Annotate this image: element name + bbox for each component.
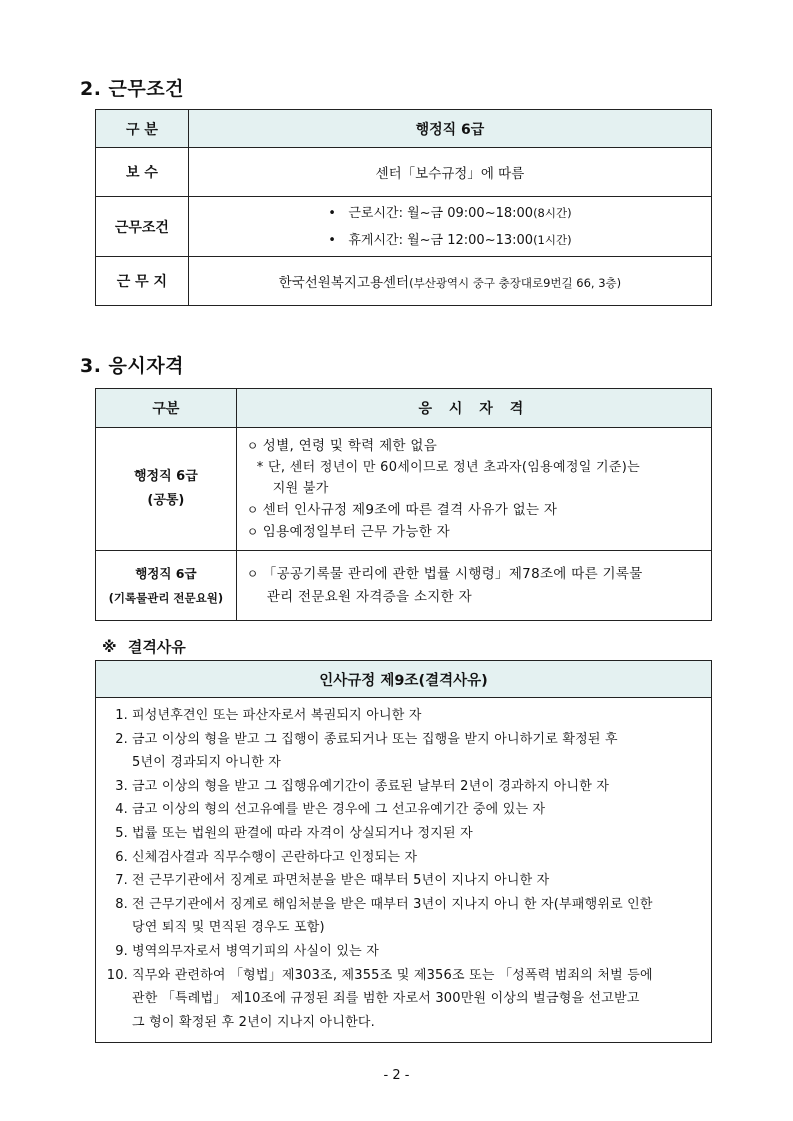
specialist-label	[96, 551, 237, 621]
break-hours-text: 휴게시간: 월~금 12:00~13:00	[348, 232, 534, 248]
common-requirements	[236, 428, 711, 551]
list-item: 5. 법률 또는 법원의 판결에 따라 자격이 상실되거나 정지된 자	[115, 825, 473, 841]
common-label	[96, 428, 237, 551]
list-item: 10. 직무와 관련하여 「형법」제303조, 제355조 및 제356조 또는 「성폭력 범죄의 처벌 등에 관한 「특례법」 제10조에 규정된 죄를 범한 자로서 300만원 이상의 벌금형을 선고받고 그 형이 확정된 후 2년이 지나지 아니한다.	[106, 967, 653, 1030]
eligibility-table	[95, 388, 712, 621]
list-item: 9. 병역의무자로서 병역기피의 사실이 있는 자	[115, 943, 379, 959]
disqualification-table	[95, 660, 712, 1043]
disqualification-table-title: 인사규정 제9조(결격사유)	[96, 661, 712, 698]
bullet-icon: •	[328, 232, 336, 248]
pay-label: 보 수	[96, 148, 189, 197]
circle-bullet-icon: ㅇ	[246, 566, 259, 581]
req-available: ㅇ 임용예정일부터 근무 가능한 자	[241, 521, 705, 543]
list-item: 8. 전 근무기관에서 징계로 해임처분을 받은 때부터 3년이 지나지 아니 한 자(부패행위로 인한 당연 퇴직 및 면직된 경우도 포함)	[115, 896, 653, 936]
pay-value: 센터「보수규정」에 따름	[188, 148, 711, 197]
common-label-sub: (공통)	[147, 493, 185, 508]
section3-title: 3. 응시자격	[80, 355, 184, 377]
list-item: 3. 금고 이상의 형을 받고 그 집행유예기간이 종료된 날부터 2년이 경과하지 아니한 자	[115, 778, 610, 794]
break-hours	[189, 227, 711, 254]
wc-header-value: 행정직 6급	[188, 110, 711, 148]
location-value	[188, 257, 711, 306]
specialist-label-sub: (기록물관리 전문요원)	[108, 590, 224, 605]
elig-header-value: 응 시 자 격	[236, 389, 711, 428]
work-hours-text: 근로시간: 월~금 09:00~18:00	[348, 205, 534, 221]
list-item: 1. 피성년후견인 또는 파산자로서 복권되지 아니한 자	[115, 708, 422, 723]
circle-bullet-icon: ㅇ	[246, 503, 259, 517]
page-number: - 2 -	[383, 1068, 410, 1083]
req-no-restriction: ㅇ 성별, 연령 및 학력 제한 없음	[241, 435, 705, 457]
reference-mark-icon: ※	[102, 638, 117, 656]
conditions-label: 근무조건	[96, 197, 189, 257]
common-label-title: 행정직 6급	[133, 469, 198, 484]
location-label: 근 무 지	[96, 257, 189, 306]
circle-bullet-icon: ㅇ	[246, 525, 259, 539]
work-hours	[189, 200, 711, 227]
circle-bullet-icon: ㅇ	[246, 439, 259, 453]
work-hours-note: (8시간)	[533, 205, 572, 220]
location-address: (부산광역시 중구 충장대로9번길 66, 3층)	[409, 276, 622, 290]
disqualification-list	[96, 698, 711, 1040]
list-item: 2. 금고 이상의 형을 받고 그 집행이 종료되거나 또는 집행을 받지 아니하기로 확정된 후 5년이 경과되지 아니한 자	[115, 731, 618, 771]
specialist-label-title: 행정직 6급	[135, 565, 197, 581]
break-hours-note: (1시간)	[533, 232, 572, 247]
list-item: 7. 전 근무기관에서 징계로 파면처분을 받은 때부터 5년이 지나지 아니한 자	[115, 873, 550, 889]
elig-header-label: 구분	[96, 389, 237, 428]
specialist-requirement	[236, 551, 711, 621]
retirement-note: * 단, 센터 정년이 만 60세이므로 정년 초과자(임용예정일 기준)는 지원 불가	[256, 460, 640, 496]
wc-header-label: 구 분	[96, 110, 189, 148]
bullet-icon: •	[328, 205, 336, 221]
section2-title: 2. 근무조건	[80, 78, 184, 100]
list-item: 4. 금고 이상의 형의 선고유예를 받은 경우에 그 선고유예기간 중에 있는 자	[115, 802, 546, 818]
disqualification-heading: ※ 결격사유	[102, 638, 186, 656]
work-conditions-table	[95, 109, 712, 306]
req-no-disqualification: ㅇ 센터 인사규정 제9조에 따른 결격 사유가 없는 자	[241, 499, 705, 521]
req-records-certificate: ㅇ 「공공기록물 관리에 관한 법률 시행령」제78조에 따른 기록물 관리 전문요원 자격증을 소지한 자	[241, 563, 705, 609]
location-name: 한국선원복지고용센터	[278, 275, 410, 291]
list-item: 6. 신체검사결과 직무수행이 곤란하다고 인정되는 자	[115, 849, 418, 865]
disqualification-list-cell	[96, 698, 712, 1043]
conditions-value	[188, 197, 711, 257]
